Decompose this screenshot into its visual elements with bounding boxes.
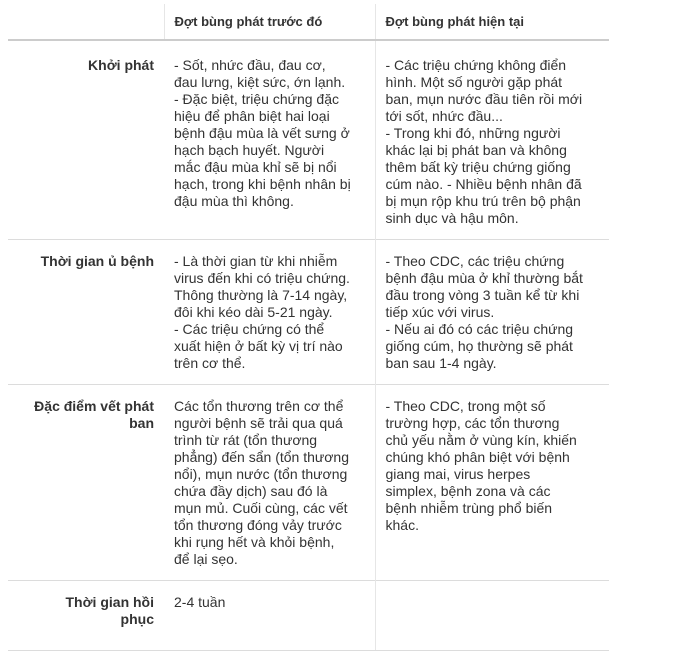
cell-previous: - Sốt, nhức đầu, đau cơ, đau lưng, kiệt sức, ớn lạnh. - Đặc biệt, triệu chứng đặc hiệu để phân biệt hai loại bệnh đậu mùa là vết sưng ở hạch bạch huyết. Người mắc đậu mùa khỉ sẽ bị nổi hạch, trong khi bệnh nhân bị đậu mùa thì không. — [174, 57, 351, 209]
cell-previous: 2-4 tuần — [164, 581, 375, 651]
row-label: Khởi phát — [88, 57, 154, 73]
cell-previous: Các tổn thương trên cơ thể người bệnh sẽ trải qua quá trình từ rát (tổn thương phẳng) đến sẩn (tổn thương nổi), mụn nước (tổn thương chứa đầy dịch) sau đó là mụn mủ. Cuối cùng, các vết tổn thương đóng vảy trước khi rụng hết và khỏi bệnh, để lại sẹo. — [164, 385, 375, 581]
table-row-recovery — [8, 581, 609, 651]
header-cell-previous-outbreak: Đợt bùng phát trước đó — [164, 4, 375, 40]
row-label: Đặc điểm vết phát ban — [8, 385, 164, 581]
table-row-rash — [8, 385, 609, 581]
cell-current: - Các triệu chứng không điển hình. Một số người gặp phát ban, mụn nước đầu tiên rồi mới tới sốt, nhức đầu... - Trong khi đó, những người khác lại bị phát ban và không thêm bất kỳ triệu chứng giống cúm nào. - Nhiều bệnh nhân đã bị mụn rộp khu trú trên bộ phận sinh dục và hậu môn. — [375, 40, 609, 240]
cell-current: - Theo CDC, trong một số trường hợp, các tổn thương chủ yếu nằm ở vùng kín, khiến chúng khó phân biệt với bệnh giang mai, virus herpes simplex, bệnh zona và các bệnh nhiễm trùng phổ biến khác. — [375, 385, 609, 581]
cell-current — [375, 581, 609, 651]
header-cell-current-outbreak: Đợt bùng phát hiện tại — [375, 4, 609, 40]
header-cell-blank — [8, 4, 164, 40]
row-label: Thời gian ủ bệnh — [8, 240, 164, 385]
cell-current: - Theo CDC, các triệu chứng bệnh đậu mùa ở khỉ thường bắt đầu trong vòng 3 tuần kể từ khi tiếp xúc với virus. - Nếu ai đó có các triệu chứng giống cúm, họ thường sẽ phát ban sau 1-4 ngày. — [375, 240, 609, 385]
comparison-table — [8, 4, 609, 651]
row-label: Thời gian hồi phục — [8, 581, 164, 651]
table-row-onset — [8, 40, 609, 240]
table-header-row — [8, 4, 609, 40]
table-row-incubation — [8, 240, 609, 385]
cell-previous: - Là thời gian từ khi nhiễm virus đến khi có triệu chứng. Thông thường là 7-14 ngày, đôi khi kéo dài 5-21 ngày. - Các triệu chứng có thể xuất hiện ở bất kỳ vị trí nào trên cơ thể. — [164, 240, 375, 385]
